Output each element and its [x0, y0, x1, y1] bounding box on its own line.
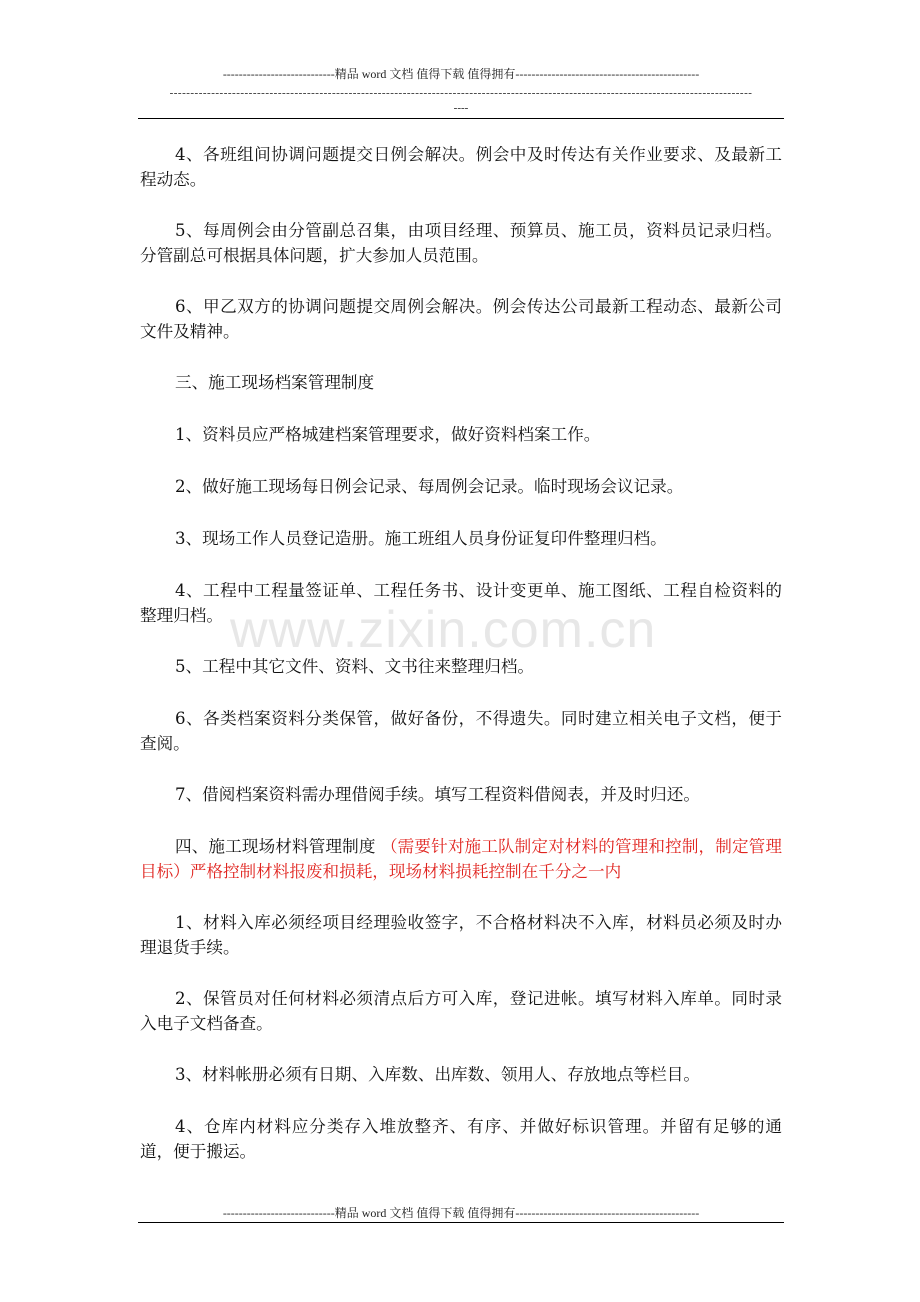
page-header-dashes: --------------------------------------------------------------------------------------------------------------------------------------------: [169, 87, 753, 99]
watermark: www.zixin.com.cn: [230, 601, 657, 659]
paragraph: 4、工程中工程量签证单、工程任务书、设计变更单、施工图纸、工程自检资料的整理归档。: [140, 581, 782, 625]
paragraph: 2、保管员对任何材料必须清点后方可入库，登记进帐。填写材料入库单。同时录入电子文档备查。: [140, 989, 782, 1033]
section-heading-with-note: [140, 834, 782, 884]
header-rule: [138, 118, 784, 119]
paragraph: 5、每周例会由分管副总召集，由项目经理、预算员、施工员，资料员记录归档。分管副总可根据具体问题，扩大参加人员范围。: [140, 221, 782, 265]
paragraph: 2、做好施工现场每日例会记录、每周例会记录。临时现场会议记录。: [175, 477, 684, 496]
paragraph: 5、工程中其它文件、资料、文书往来整理归档。: [175, 657, 535, 676]
page-footer-line: ----------------------------精品 word 文档 值得下载 值得拥有----------------------------------------------: [222, 1206, 700, 1220]
paragraph: 1、资料员应严格城建档案管理要求，做好资料档案工作。: [175, 425, 601, 444]
paragraph: 6、各类档案资料分类保管，做好备份，不得遗失。同时建立相关电子文档，便于查阅。: [140, 709, 782, 753]
paragraph: 4、仓库内材料应分类存入堆放整齐、有序、并做好标识管理。并留有足够的通道，便于搬运。: [140, 1117, 782, 1161]
paragraph: 3、材料帐册必须有日期、入库数、出库数、领用人、存放地点等栏目。: [175, 1065, 700, 1084]
paragraph: 7、借阅档案资料需办理借阅手续。填写工程资料借阅表，并及时归还。: [175, 785, 700, 804]
section-heading: 三、施工现场档案管理制度: [175, 373, 375, 392]
paragraph: 4、各班组间协调问题提交日例会解决。例会中及时传达有关作业要求、及最新工程动态。: [140, 145, 782, 189]
section-title: 四、施工现场材料管理制度: [175, 837, 381, 856]
page-header-dashes-tail: ----: [453, 102, 469, 114]
section-note: （需要针对施工队制定对材料的管理和控制，制定管理目标）严格控制材料报废和损耗，现场材料损耗控制在千分之一内: [140, 837, 782, 881]
paragraph: 1、材料入库必须经项目经理验收签字，不合格材料决不入库，材料员必须及时办理退货手续。: [140, 913, 782, 957]
document-body: [140, 142, 782, 1190]
footer-rule: [138, 1222, 784, 1223]
paragraph: 6、甲乙双方的协调问题提交周例会解决。例会传达公司最新工程动态、最新公司文件及精神。: [140, 297, 782, 341]
page-header-line: ----------------------------精品 word 文档 值得下载 值得拥有----------------------------------------------: [222, 67, 700, 81]
paragraph: 3、现场工作人员登记造册。施工班组人员身份证复印件整理归档。: [175, 529, 667, 548]
